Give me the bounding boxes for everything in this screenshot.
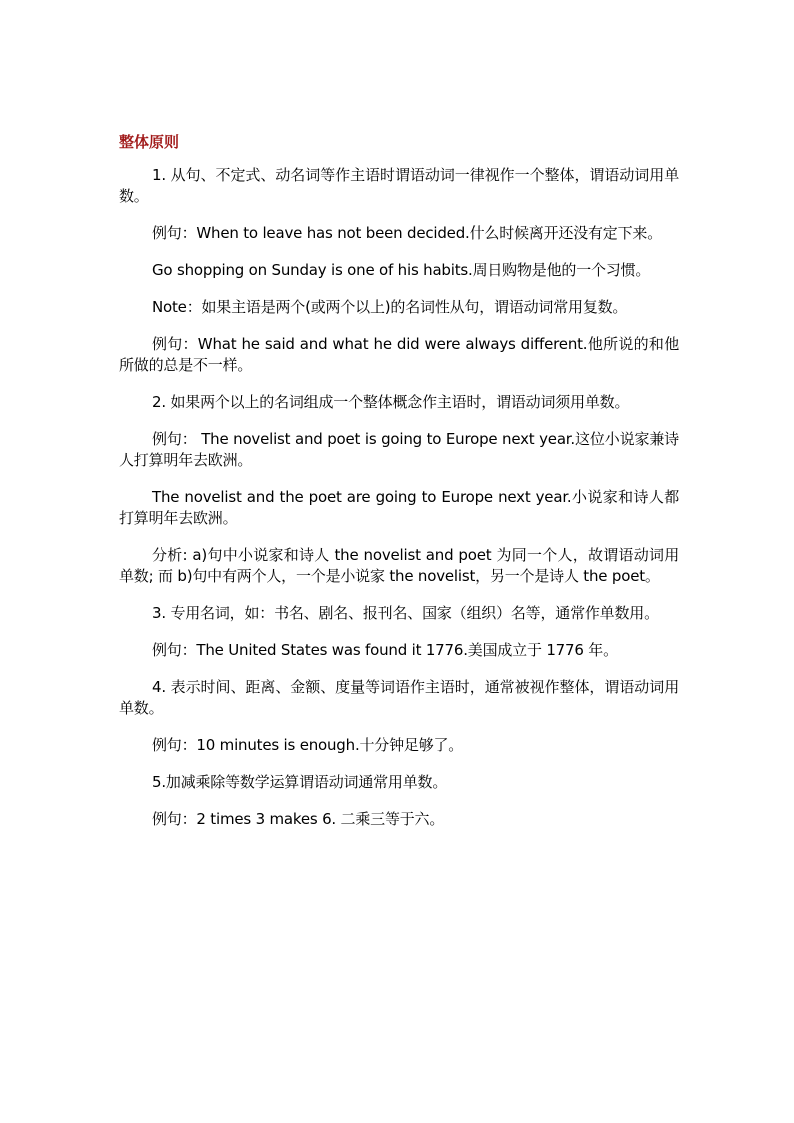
rule-4-text: 4. 表示时间、距离、金额、度量等词语作主语时，通常被视作整体，谓语动词用单数。 <box>119 678 679 717</box>
example-text: 例句：10 minutes is enough.十分钟足够了。 <box>152 736 464 754</box>
section-heading: 整体原则 <box>119 133 180 151</box>
example-text: 例句：When to leave has not been decided.什么时候离开还没有定下来。 <box>152 224 663 242</box>
example-text: 例句： The novelist and poet is going to Europe next year.这位小说家兼诗人打算明年去欧洲。 <box>119 430 679 469</box>
example-text: 例句：The United States was found it 1776.美国成立于 1776 年。 <box>152 641 618 659</box>
rule-3-text: 3. 专用名词，如：书名、剧名、报刊名、国家（组织）名等，通常作单数用。 <box>152 604 659 622</box>
example-text: 例句：2 times 3 makes 6. 二乘三等于六。 <box>152 810 445 828</box>
example-text: Go shopping on Sunday is one of his habits.周日购物是他的一个习惯。 <box>152 261 651 279</box>
note-text: Note：如果主语是两个(或两个以上)的名词性从句，谓语动词常用复数。 <box>152 298 628 316</box>
example-text: 例句：What he said and what he did were always different.他所说的和他所做的总是不一样。 <box>119 335 679 374</box>
rule-1-text: 1. 从句、不定式、动名词等作主语时谓语动词一律视作一个整体，谓语动词用单数。 <box>119 166 679 205</box>
document-body <box>119 131 679 846</box>
example-text: The novelist and the poet are going to Europe next year.小说家和诗人都打算明年去欧洲。 <box>119 488 679 527</box>
rule-2-text: 2. 如果两个以上的名词组成一个整体概念作主语时，谓语动词须用单数。 <box>152 393 630 411</box>
analysis-text: 分析: a)句中小说家和诗人 the novelist and poet 为同一个人，故谓语动词用单数; 而 b)句中有两个人，一个是小说家 the novelist，另一个是诗人 the poet。 <box>119 546 679 585</box>
rule-5-text: 5.加减乘除等数学运算谓语动词通常用单数。 <box>152 773 448 791</box>
